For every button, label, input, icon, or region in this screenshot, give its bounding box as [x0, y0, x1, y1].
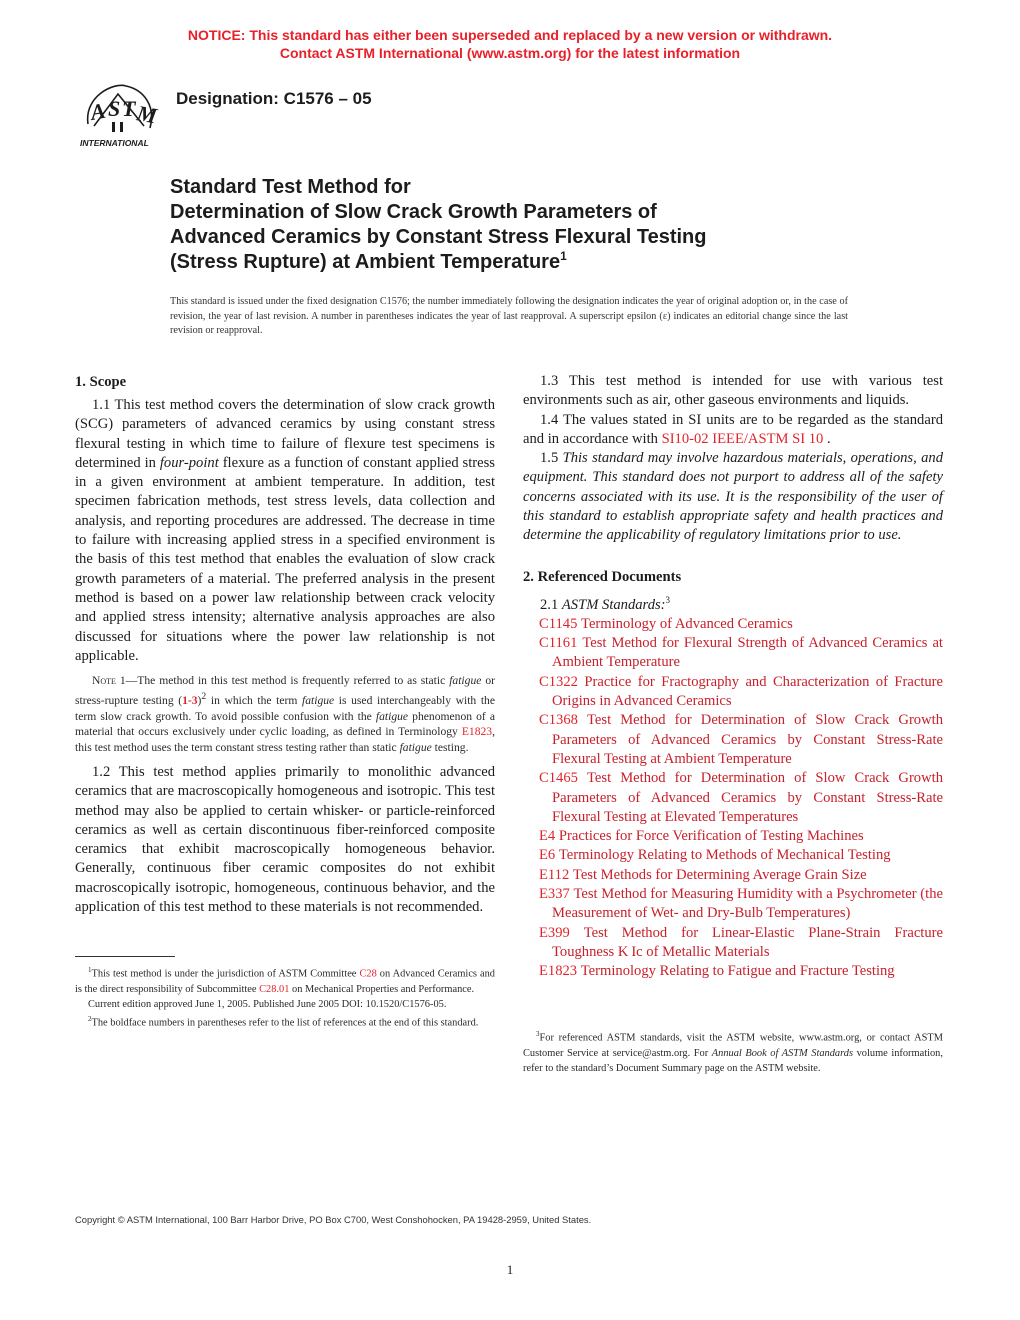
reference-item[interactable]: C1322 Practice for Fractography and Characterization of Fracture Origins in Advanced Ceramics	[539, 673, 944, 710]
reference-item[interactable]: E6 Terminology Relating to Methods of Mechanical Testing	[539, 847, 891, 864]
right-footnotes	[523, 1027, 943, 1075]
reference-item[interactable]: E1823 Terminology Relating to Fatigue and Fracture Testing	[539, 963, 895, 980]
reference-item[interactable]: C1465 Test Method for Determination of Slow Crack Growth Parameters of Advanced Ceramics by Constant Stress-Rate Flexural Testing at Elevated Temperatures	[539, 770, 943, 825]
footnote-1: $^1$This test method is under the jurisdiction of ASTM Committee C28 on Advanced Ceramics and is the direct responsibility of Subcommittee C28.01 on Mechanical Properties and Performance.	[75, 966, 495, 995]
reference-item[interactable]: C1145 Terminology of Advanced Ceramics	[539, 615, 793, 632]
reference-item[interactable]: E112 Test Methods for Determining Average Grain Size	[539, 866, 867, 883]
c28-01-link[interactable]: C28.01	[259, 983, 290, 995]
svg-text:A: A	[88, 97, 108, 125]
reference-item[interactable]: C1161 Test Method for Flexural Strength of Advanced Ceramics at Ambient Temperature	[539, 635, 943, 671]
copyright-line: Copyright © ASTM International, 100 Barr Harbor Drive, PO Box C700, West Conshohocken, PA 19428-2959, United States.	[75, 1214, 592, 1225]
document-title	[170, 175, 870, 275]
title-line-2: Determination of Slow Crack Growth Parameters of	[170, 201, 657, 223]
notice-line-2: Contact ASTM International (www.astm.org) for the latest information	[279, 45, 741, 61]
title-line-1: Standard Test Method for	[170, 176, 411, 198]
reference-list	[523, 615, 943, 982]
title-footnote-mark: 1	[560, 249, 567, 263]
referenced-documents-heading: 2. Referenced Documents	[523, 568, 682, 585]
reference-item[interactable]: E337 Test Method for Measuring Humidity with a Psychrometer (the Measurement of Wet- and Dry-Bulb Temperatures)	[539, 885, 943, 922]
paragraph-2-1: 2.1 ASTM Standards:$^3$	[540, 594, 671, 613]
left-footnotes	[75, 956, 495, 1030]
paragraph-1-2: 1.2 This test method applies primarily to monolithic advanced ceramics that are macroscopically homogeneous and isotropic. This test method may also be applied to certain whisker- or particle-reinforced ceramics as well as certain discontinuous fiber-reinforced composite ceramics that exhibit macroscopically homogeneous behavior. Generally, continuous fiber ceramic composites do not exhibit macroscopically isotropic, homogeneous, continuous behavior, and the application of this test method to these materials is not recommended.	[75, 764, 495, 916]
paragraph-1-1: 1.1 This test method covers the determination of slow crack growth (SCG) parameters of advanced ceramics by using constant stress flexural testing in which time to failure of flexure test specimens is determined in four-point flexure as a function of constant applied stress in a given environment at ambient temperature. In addition, test specimen fabrication methods, test stress levels, data collection and analysis, and reporting procedures are addressed. The decrease in time to failure with increasing applied stress in a specified environment is the basis of this test method that enables the evaluation of slow crack growth parameters of a material. The preferred analysis in the present method is based on a power law relationship between crack velocity and applied stress intensity; alternative analysis approaches are also discussed for situations where the power law relationship is not applicable.	[75, 397, 495, 664]
svg-text:S: S	[108, 96, 121, 121]
title-line-3: Advanced Ceramics by Constant Stress Flexural Testing	[170, 226, 707, 248]
designation: Designation: C1576 – 05	[176, 89, 372, 108]
c28-link[interactable]: C28	[359, 968, 377, 980]
title-line-4: (Stress Rupture) at Ambient Temperature	[170, 251, 561, 273]
footnote-3: $^3$For referenced ASTM standards, visit the ASTM website, www.astm.org, or contact ASTM Customer Service at service@astm.org. For Annual Book of ASTM Standards volume information, refer to the standard’s Document Summary page on the ASTM website.	[523, 1030, 943, 1074]
footnote-2: $^2$The boldface numbers in parentheses refer to the list of references at the end of this standard.	[88, 1014, 479, 1029]
page-number: 1	[506, 1262, 514, 1277]
paragraph-1-4: 1.4 The values stated in SI units are to be regarded as the standard and in accordance with SI10-02 IEEE/ASTM SI 10 .	[523, 411, 943, 447]
note-1: Note 1—The method in this test method is frequently referred to as static fatigue or stress-rupture testing $(1-3)^2$ in which the term fatigue is used interchangeably with the term slow crack growth. To avoid possible confusion with the fatigue phenomenon of a material that occurs exclusively under cyclic loading, as defined in Terminology E1823, this test method uses the term constant stress testing rather than static fatigue testing.	[75, 674, 495, 755]
footnote-rule	[75, 956, 175, 957]
e1823-link[interactable]: E1823	[461, 725, 493, 739]
reference-link[interactable]: 1-3	[182, 693, 198, 707]
notice-line-1: NOTICE: This standard has either been superseded and replaced by a new version or withdrawn.	[187, 27, 833, 43]
footnote-1-edition: Current edition approved June 1, 2005. Published June 2005 DOI: 10.1520/C1576-05.	[88, 998, 447, 1010]
reference-item[interactable]: E399 Test Method for Linear-Elastic Plane-Strain Fracture Toughness K Ic of Metallic Materials	[539, 924, 943, 960]
scope-heading: 1. Scope	[75, 374, 127, 390]
logo-international-text: INTERNATIONAL	[80, 138, 149, 148]
paragraph-1-5: 1.5 This standard may involve hazardous materials, operations, and equipment. This standard does not purport to address all of the safety concerns associated with its use. It is the responsibility of the user of this standard to establish appropriate safety and health practices and determine the applicability of regulatory limitations prior to use.	[523, 450, 943, 544]
right-column	[523, 368, 943, 1076]
si10-link[interactable]: SI10-02 IEEE/ASTM SI 10	[661, 430, 824, 447]
reference-item[interactable]: E4 Practices for Force Verification of Testing Machines	[539, 828, 864, 845]
astm-logo	[74, 76, 162, 152]
superseded-notice	[0, 26, 1020, 62]
issuance-statement: This standard is issued under the fixed designation C1576; the number immediately following the designation indicates the year of original adoption or, in the case of revision, the year of last revision. A number in parentheses indicates the year of last reapproval. A superscript epsilon (ε) indicates an editorial change since the last revision or reapproval.	[170, 296, 848, 337]
svg-text:M: M	[135, 100, 159, 129]
svg-text:T: T	[122, 96, 136, 121]
reference-item[interactable]: C1368 Test Method for Determination of Slow Crack Growth Parameters of Advanced Ceramics by Constant Stress-Rate Flexural Testing at Ambient Temperature	[539, 712, 943, 767]
paragraph-1-3: 1.3 This test method is intended for use with various test environments such as air, other gaseous environments and liquids.	[523, 373, 943, 409]
left-column	[75, 368, 495, 1030]
